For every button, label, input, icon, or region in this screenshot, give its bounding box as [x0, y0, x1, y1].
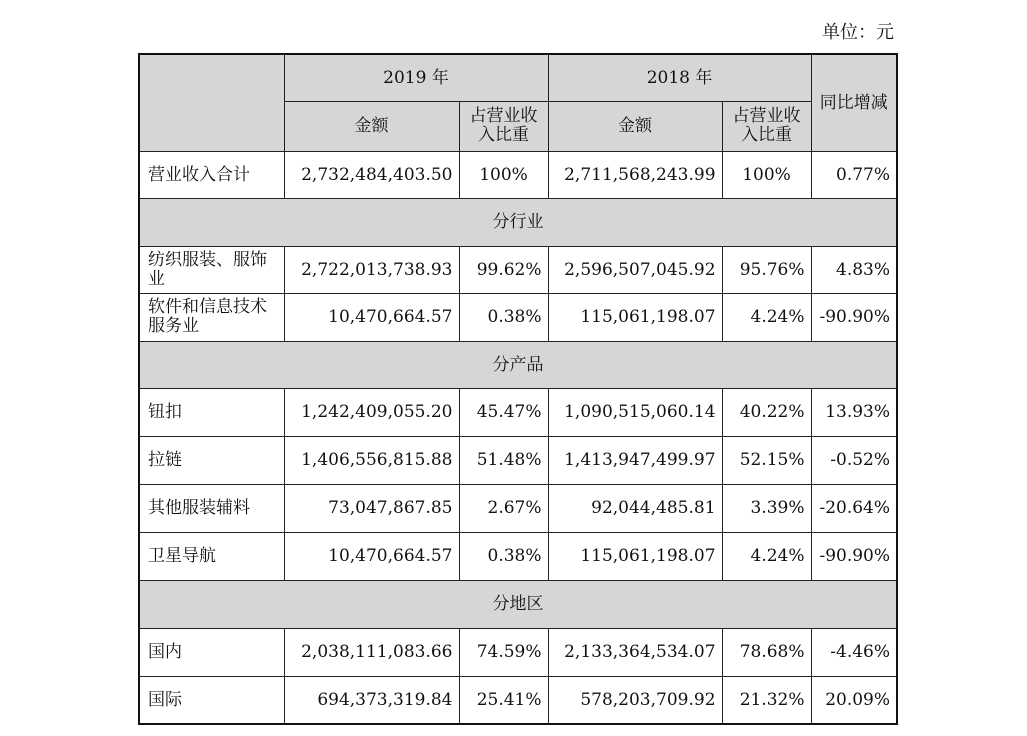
header-share-2018: 占营业收入比重	[722, 101, 811, 151]
table-row	[139, 628, 897, 676]
change: -20.64%	[811, 484, 897, 532]
share-2018: 40.22%	[722, 388, 811, 436]
row-label: 纺织服装、服饰业	[139, 246, 284, 293]
table-row	[139, 246, 897, 293]
share-2019: 45.47%	[459, 388, 548, 436]
share-2018: 3.39%	[722, 484, 811, 532]
share-2019: 99.62%	[459, 246, 548, 293]
amount-2019: 1,242,409,055.20	[284, 388, 459, 436]
header-year-2018: 2018 年	[548, 54, 811, 101]
share-2018: 4.24%	[722, 293, 811, 341]
amount-2018: 578,203,709.92	[548, 676, 722, 724]
section-product: 分产品	[139, 341, 897, 388]
amount-2018: 2,133,364,534.07	[548, 628, 722, 676]
header-year-2019: 2019 年	[284, 54, 548, 101]
row-label: 国际	[139, 676, 284, 724]
table-row	[139, 436, 897, 484]
change: 4.83%	[811, 246, 897, 293]
amount-2019: 10,470,664.57	[284, 293, 459, 341]
row-label: 国内	[139, 628, 284, 676]
section-region: 分地区	[139, 580, 897, 628]
amount-2018: 2,596,507,045.92	[548, 246, 722, 293]
share-2019: 2.67%	[459, 484, 548, 532]
row-label: 拉链	[139, 436, 284, 484]
share-2018: 52.15%	[722, 436, 811, 484]
change: -90.90%	[811, 293, 897, 341]
table-row	[139, 293, 897, 341]
header-blank	[139, 54, 284, 151]
header-amount-2019: 金额	[284, 101, 459, 151]
row-label: 营业收入合计	[139, 151, 284, 198]
amount-2019: 10,470,664.57	[284, 532, 459, 580]
share-2019: 74.59%	[459, 628, 548, 676]
table-row	[139, 676, 897, 724]
amount-2018: 92,044,485.81	[548, 484, 722, 532]
share-2018: 4.24%	[722, 532, 811, 580]
table-row-total	[139, 151, 897, 198]
change: -90.90%	[811, 532, 897, 580]
header-change: 同比增减	[811, 54, 897, 151]
revenue-table	[138, 53, 898, 725]
unit-label: 单位：元	[822, 22, 894, 43]
amount-2019: 73,047,867.85	[284, 484, 459, 532]
share-2019: 0.38%	[459, 293, 548, 341]
section-industry: 分行业	[139, 198, 897, 246]
share-2019: 25.41%	[459, 676, 548, 724]
amount-2018: 115,061,198.07	[548, 293, 722, 341]
change: -0.52%	[811, 436, 897, 484]
table-row	[139, 484, 897, 532]
share-2018: 21.32%	[722, 676, 811, 724]
row-label: 钮扣	[139, 388, 284, 436]
change: -4.46%	[811, 628, 897, 676]
share-2019: 51.48%	[459, 436, 548, 484]
row-label: 软件和信息技术服务业	[139, 293, 284, 341]
row-label: 卫星导航	[139, 532, 284, 580]
row-label: 其他服装辅料	[139, 484, 284, 532]
amount-2019: 694,373,319.84	[284, 676, 459, 724]
amount-2018: 1,413,947,499.97	[548, 436, 722, 484]
table-row	[139, 532, 897, 580]
header-amount-2018: 金额	[548, 101, 722, 151]
amount-2019: 2,038,111,083.66	[284, 628, 459, 676]
change: 20.09%	[811, 676, 897, 724]
header-share-2019: 占营业收入比重	[459, 101, 548, 151]
share-2018: 78.68%	[722, 628, 811, 676]
share-2019: 100%	[459, 151, 548, 198]
change: 13.93%	[811, 388, 897, 436]
share-2019: 0.38%	[459, 532, 548, 580]
share-2018: 95.76%	[722, 246, 811, 293]
change: 0.77%	[811, 151, 897, 198]
amount-2018: 2,711,568,243.99	[548, 151, 722, 198]
amount-2018: 1,090,515,060.14	[548, 388, 722, 436]
amount-2019: 2,732,484,403.50	[284, 151, 459, 198]
share-2018: 100%	[722, 151, 811, 198]
amount-2018: 115,061,198.07	[548, 532, 722, 580]
amount-2019: 1,406,556,815.88	[284, 436, 459, 484]
table-row	[139, 388, 897, 436]
amount-2019: 2,722,013,738.93	[284, 246, 459, 293]
